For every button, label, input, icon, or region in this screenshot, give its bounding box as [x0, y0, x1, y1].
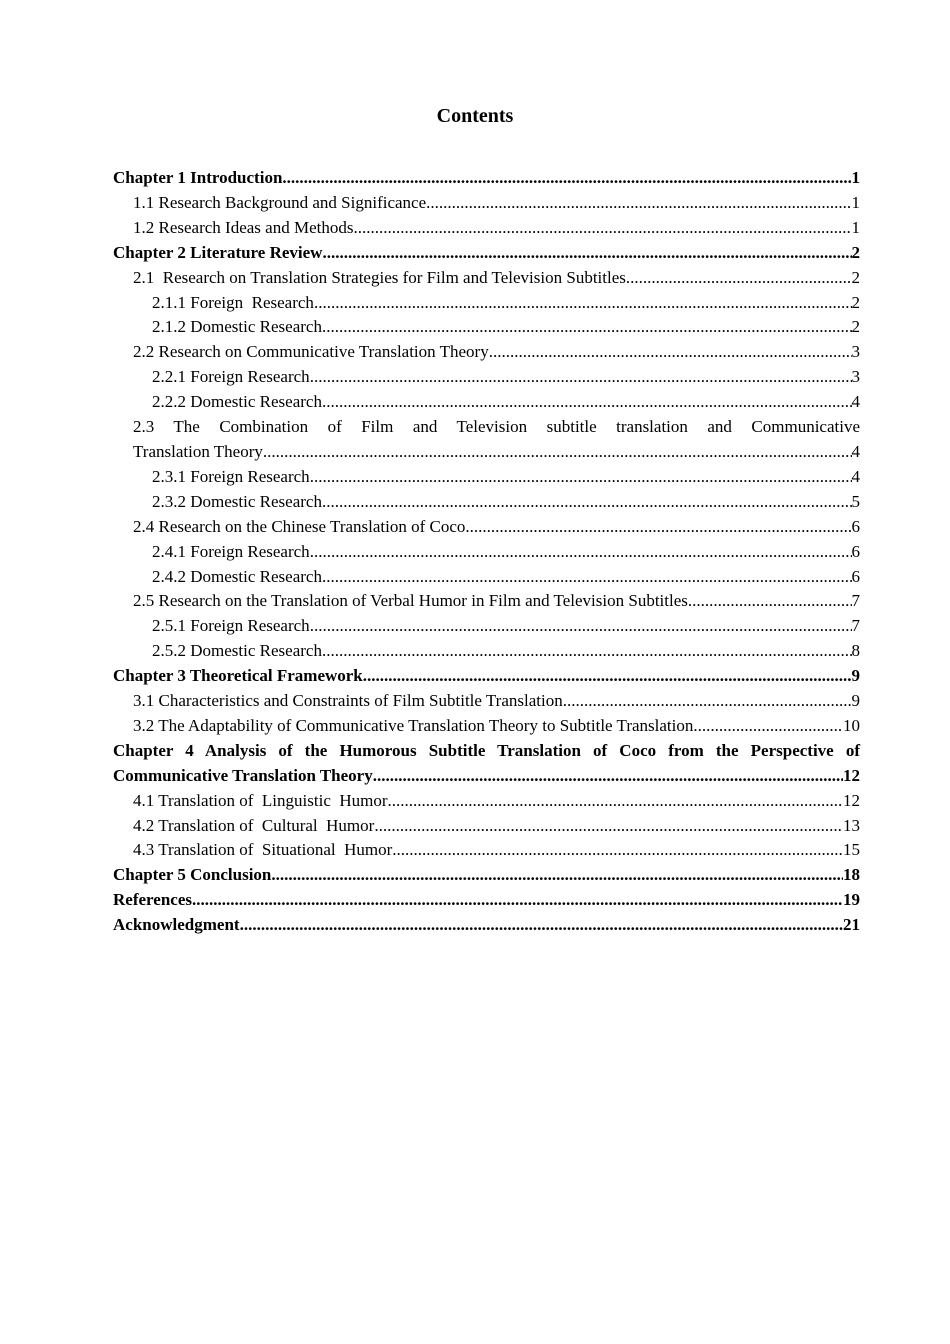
toc-entry-4-3[interactable]	[113, 838, 860, 863]
toc-entry-2-2[interactable]	[113, 340, 860, 365]
toc-entry-3-1[interactable]	[113, 689, 860, 714]
toc-entry-text: 2.5.2 Domestic Research	[152, 641, 322, 661]
dot-leader	[392, 838, 843, 863]
toc-entry-text-line2: Communicative Translation Theory	[113, 765, 373, 785]
toc-entry-2-4[interactable]	[113, 515, 860, 540]
toc-page-number: 7	[851, 591, 860, 611]
toc-entry-2-4-2[interactable]	[113, 565, 860, 590]
toc-entry-text: 2.4.1 Foreign Research	[152, 541, 310, 561]
toc-entry-text: 2.5.1 Foreign Research	[152, 616, 310, 636]
toc-entry-2-2-2[interactable]	[113, 390, 860, 415]
toc-entry-2-5-1[interactable]	[113, 614, 860, 639]
toc-page-number: 8	[851, 641, 860, 661]
toc-entry-text: Chapter 1 Introduction	[113, 168, 283, 187]
toc-entry-text: 2.5 Research on the Translation of Verbal Humor in Film and Television Subtitles	[133, 591, 688, 611]
dot-leader	[310, 465, 852, 490]
toc-entry-text: Chapter 5 Conclusion	[113, 865, 272, 885]
toc-entry-text: References	[113, 890, 192, 910]
toc-entry-text: 2.4 Research on the Chinese Translation of Coco	[133, 516, 466, 536]
toc-entry-text-line1: 2.3 The Combination of Film and Television subtitle translation and Communicative	[133, 417, 860, 437]
dot-leader	[322, 390, 852, 415]
toc-entry-2-1-2[interactable]	[113, 315, 860, 340]
table-of-contents	[113, 166, 860, 938]
toc-entry-text: 4.3 Translation of Situational Humor	[133, 840, 393, 860]
toc-entry-acknowledgment[interactable]	[113, 913, 860, 938]
toc-page-number: 10	[843, 715, 860, 735]
toc-entry-text: Chapter 2 Literature Review	[113, 242, 323, 262]
dot-leader	[626, 266, 852, 291]
dot-leader	[240, 913, 843, 938]
toc-page-number: 2	[851, 242, 860, 262]
toc-page-number: 9	[851, 666, 860, 686]
toc-page-number: 4	[851, 466, 860, 486]
toc-entry-text: 2.2.2 Domestic Research	[152, 392, 322, 412]
toc-entry-text: 1.1 Research Background and Significance	[133, 192, 427, 212]
toc-entry-2-3-1[interactable]	[113, 465, 860, 490]
toc-entry-1-1[interactable]	[113, 191, 860, 216]
dot-leader	[192, 888, 843, 913]
dot-leader	[563, 689, 852, 714]
dot-leader	[310, 540, 852, 565]
toc-entry-chapter-4[interactable]	[113, 739, 860, 789]
toc-entry-text: 2.2.1 Foreign Research	[152, 367, 310, 387]
dot-leader	[263, 440, 852, 465]
toc-page-number: 2	[851, 267, 860, 287]
dot-leader	[322, 241, 851, 266]
toc-page-number: 2	[851, 292, 860, 312]
dot-leader	[373, 764, 843, 789]
toc-entry-2-1-1[interactable]	[113, 291, 860, 316]
dot-leader	[374, 814, 843, 839]
toc-entry-text: Acknowledgment	[113, 915, 240, 935]
toc-entry-text: 2.2 Research on Communicative Translation Theory	[133, 342, 489, 362]
dot-leader	[322, 315, 852, 340]
toc-entry-4-2[interactable]	[113, 814, 860, 839]
dot-leader	[426, 191, 851, 216]
toc-page-number: 5	[851, 491, 860, 511]
toc-page-number: 3	[851, 367, 860, 387]
toc-page-number: 1	[851, 217, 860, 237]
toc-page-number: 15	[843, 840, 860, 860]
toc-page-number: 4	[851, 441, 860, 461]
toc-page-number: 12	[843, 765, 860, 785]
dot-leader	[310, 614, 852, 639]
toc-entry-text: 3.1 Characteristics and Constraints of Film Subtitle Translation	[133, 691, 563, 711]
toc-entry-2-1[interactable]	[113, 266, 860, 291]
toc-entry-3-2[interactable]	[113, 714, 860, 739]
toc-entry-2-3[interactable]	[113, 415, 860, 465]
toc-entry-2-2-1[interactable]	[113, 365, 860, 390]
toc-page-number: 6	[851, 566, 860, 586]
toc-entry-text-line2: Translation Theory	[133, 441, 263, 461]
dot-leader	[388, 789, 843, 814]
toc-entry-2-4-1[interactable]	[113, 540, 860, 565]
dot-leader	[271, 863, 843, 888]
toc-entry-references[interactable]	[113, 888, 860, 913]
toc-entry-1-2[interactable]	[113, 216, 860, 241]
toc-entry-text: 4.1 Translation of Linguistic Humor	[133, 790, 388, 810]
toc-entry-text: 4.2 Translation of Cultural Humor	[133, 815, 375, 835]
toc-page-number: 4	[851, 392, 860, 412]
dot-leader	[282, 166, 851, 191]
toc-page-number: 1	[851, 168, 860, 187]
toc-page-number: 1	[851, 192, 860, 212]
dot-leader	[693, 714, 843, 739]
toc-entry-text: 2.1.2 Domestic Research	[152, 317, 322, 337]
page-title: Contents	[436, 105, 514, 127]
toc-entry-chapter-5[interactable]	[113, 863, 860, 888]
toc-page-number: 3	[851, 342, 860, 362]
toc-entry-text-line1: Chapter 4 Analysis of the Humorous Subtitle Translation of Coco from the Perspective of	[113, 740, 860, 760]
toc-entry-2-5[interactable]	[113, 589, 860, 614]
toc-page-number: 6	[851, 541, 860, 561]
toc-entry-text: 2.3.1 Foreign Research	[152, 466, 310, 486]
dot-leader	[688, 589, 852, 614]
toc-entry-text: 2.4.2 Domestic Research	[152, 566, 322, 586]
toc-entry-chapter-1[interactable]	[113, 166, 860, 191]
dot-leader	[314, 291, 852, 316]
toc-page-number: 21	[843, 915, 860, 935]
toc-entry-text: 2.3.2 Domestic Research	[152, 491, 322, 511]
toc-page-number: 9	[851, 691, 860, 711]
toc-entry-text: 1.2 Research Ideas and Methods	[133, 217, 354, 237]
dot-leader	[353, 216, 851, 241]
toc-entry-text: 3.2 The Adaptability of Communicative Translation Theory to Subtitle Translation	[133, 715, 694, 735]
toc-page-number: 7	[851, 616, 860, 636]
toc-page-number: 19	[843, 890, 860, 910]
dot-leader	[489, 340, 852, 365]
toc-page-number: 18	[843, 865, 860, 885]
toc-page-number: 2	[851, 317, 860, 337]
toc-entry-text: Chapter 3 Theoretical Framework	[113, 666, 363, 686]
dot-leader	[310, 365, 852, 390]
dot-leader	[363, 664, 852, 689]
toc-entry-2-5-2[interactable]	[113, 639, 860, 664]
dot-leader	[465, 515, 851, 540]
toc-entry-4-1[interactable]	[113, 789, 860, 814]
toc-entry-chapter-2[interactable]	[113, 241, 860, 266]
dot-leader	[322, 565, 852, 590]
dot-leader	[322, 490, 852, 515]
toc-entry-text: 2.1 Research on Translation Strategies for Film and Television Subtitles	[133, 267, 626, 287]
toc-page-number: 13	[843, 815, 860, 835]
toc-entry-text: 2.1.1 Foreign Research	[152, 292, 314, 312]
toc-page-number: 6	[851, 516, 860, 536]
toc-entry-2-3-2[interactable]	[113, 490, 860, 515]
dot-leader	[322, 639, 852, 664]
toc-entry-chapter-3[interactable]	[113, 664, 860, 689]
toc-page-number: 12	[843, 790, 860, 810]
